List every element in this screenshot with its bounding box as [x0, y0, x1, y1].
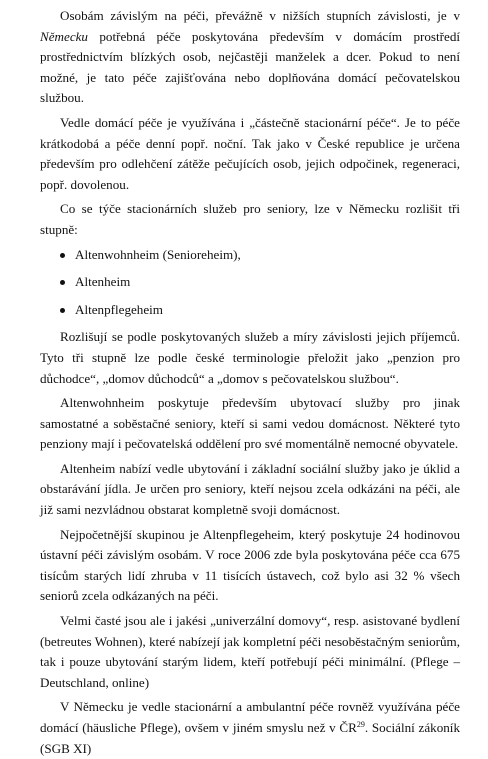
list-item: Altenheim	[40, 272, 460, 293]
paragraph-3: Co se týče stacionárních služeb pro seniory, lze v Německu rozlišit tři stupně:	[40, 201, 460, 237]
paragraph-1	[40, 6, 460, 109]
paragraph-6: Altenheim nabízí vedle ubytování i základní sociální služby jako je úklid a obstarávání jídla. Je určen pro seniory, kteří nejsou zcela odkázáni na péči, ale již sami nezvládnou obstarat kompletně svoji domácnost.	[40, 460, 460, 518]
paragraph-1-text-b: potřebná péče poskytována především v domácím prostředí prostřednictvím blízkých osob, nejčastěji manželek a dcer. Pokud to není možné, je tato péče zajišťována nebo doplňována domácí pečovatelskou službou.	[40, 28, 460, 106]
paragraph-9-text-b: . Sociální zákoník (SGB XI)	[40, 720, 460, 756]
paragraph-1-emphasis: Německu	[40, 28, 88, 44]
paragraph-7: Nejpočetnější skupinou je Altenpflegeheim, který poskytuje 24 hodinovou ústavní péči závislým osobám. V roce 2006 zde byla poskytována péče cca 675 tisícům starých lidí zhruba v 11 tisících ústavech, což bylo asi 32 % všech seniorů zcela odkázaných na péči.	[40, 526, 460, 604]
paragraph-9	[40, 697, 460, 759]
paragraph-8: Velmi časté jsou ale i jakési „univerzální domovy“, resp. asistované bydlení (betreutes Wohnen), které nabízejí jak kompletní péči nesoběstačným seniorům, tak i pouze ubytování starým lidem, kteří potřebují péči minimální. (Pflege – Deutschland, online)	[40, 613, 460, 690]
paragraph-5: Altenwohnheim poskytuje především ubytovací služby pro jinak samostatné a soběstačné seniory, kteří si sami vedou domácnost. Některé tyto penziony mají i pečovatelská oddělení pro své momentálně nemocné obyvatele.	[40, 395, 460, 452]
document-page	[40, 6, 460, 759]
facility-types-list	[40, 245, 460, 321]
paragraph-9-text-a: V Německu je vedle stacionární a ambulantní péče rovněž využívána péče domácí (häusliche Pflege), ovšem v jiném smyslu než v ČR	[40, 699, 460, 735]
paragraph-1-text-a: Osobám závislým na péči, převážně v nižších stupních závislosti, je v	[60, 8, 460, 23]
list-item: Altenwohnheim (Senioreheim),	[40, 245, 460, 266]
paragraph-2: Vedle domácí péče je využívána i „částečně stacionární péče“. Je to péče krátkodobá a péče denní popř. noční. Tak jako v České republice je určena především pro odlehčení zátěže pečujících osob, jejich odpočinek, regeneraci, popř. dovolenou.	[40, 114, 460, 192]
list-item: Altenpflegeheim	[40, 300, 460, 321]
footnote-marker[interactable]: 29	[356, 720, 365, 729]
paragraph-4: Rozlišují se podle poskytovaných služeb a míry závislosti jejich příjemců. Tyto tři stupně lze podle české terminologie přeložit jako „penzion pro důchodce“, „domov důchodců“ a „domov s pečovatelskou službou“.	[40, 329, 460, 386]
